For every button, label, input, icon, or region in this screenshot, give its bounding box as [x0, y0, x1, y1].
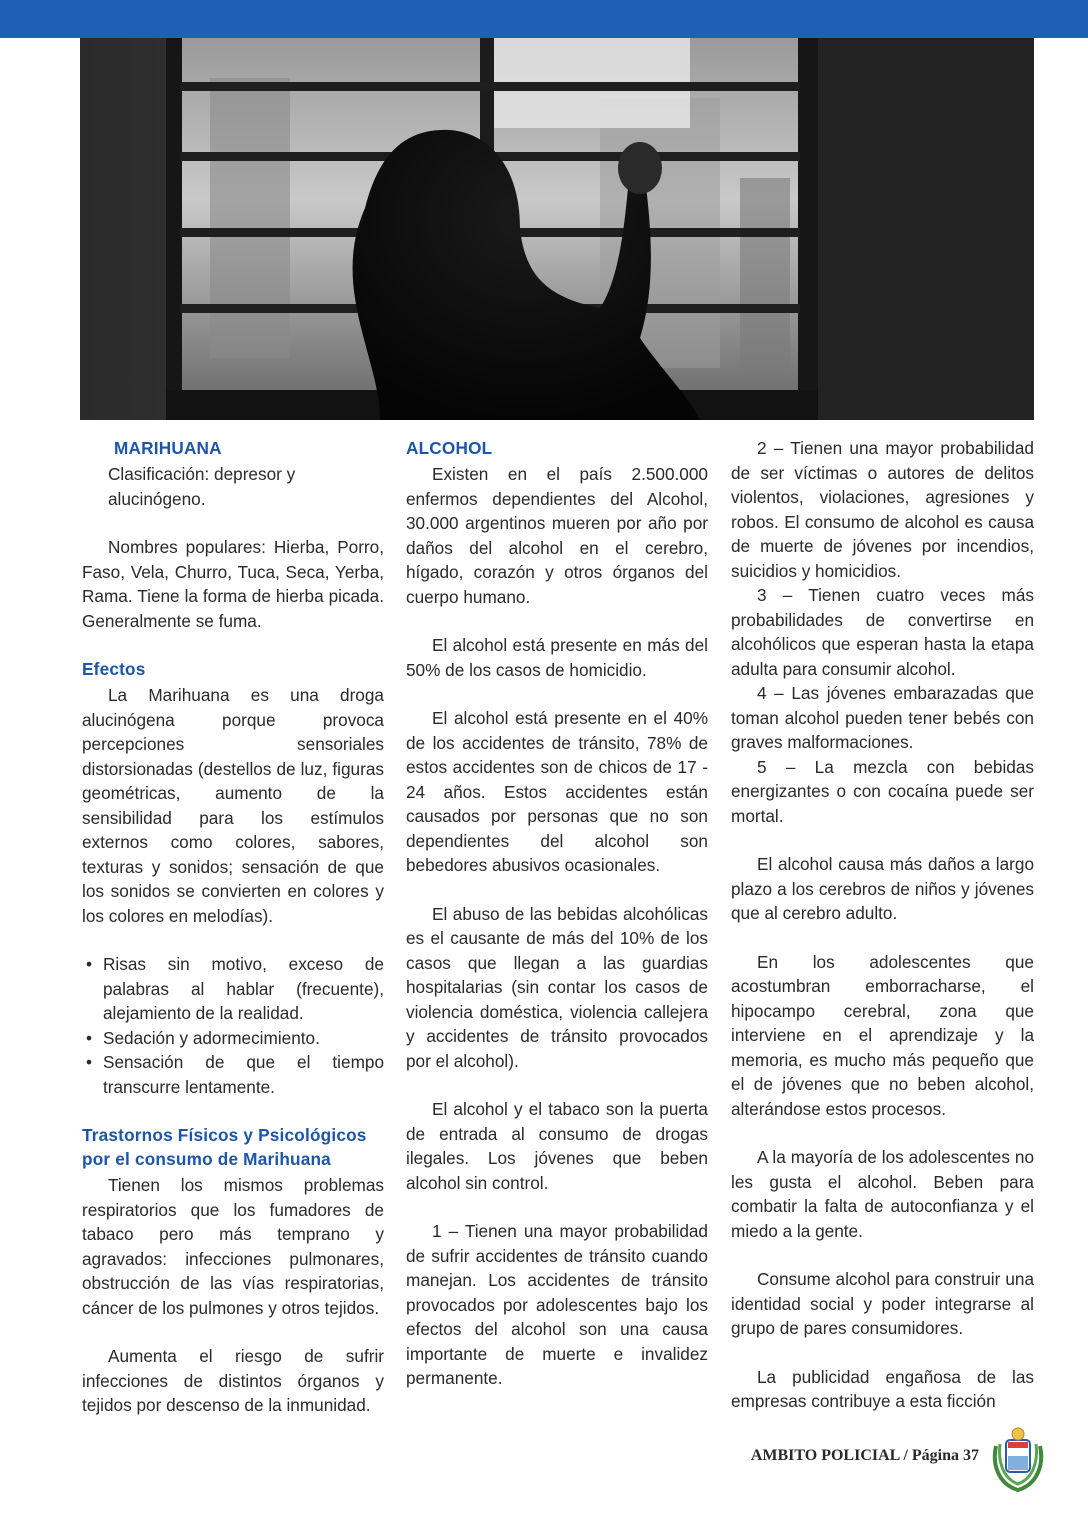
top-color-bar — [0, 0, 1088, 38]
alcohol-paragraph: El alcohol está presente en el 40% de los accidentes de tránsito, 78% de estos accidentes son de chicos de 17 - 24 años. Estos accidentes están causados por personas que no son dependientes del alcohol son bebedores abusivos ocasionales. — [406, 708, 708, 875]
police-crest-icon — [990, 1424, 1046, 1494]
alcohol-paragraph: 1 – Tienen una mayor probabilidad de sufrir accidentes de tránsito cuando manejan. Los accidentes de tránsito provocados por adolescentes bajo los efectos del alcohol son una causa importante de muerte e invalidez permanente. — [406, 1221, 708, 1388]
trastornos-text: Tienen los mismos problemas respiratorios que los fumadores de tabaco pero más temprano y agravados: infecciones pulmonares, obstrucción de las vías respiratorias, cáncer de los pulmones y otros tejidos. — [82, 1175, 384, 1318]
alcohol-paragraph: 5 – La mezcla con bebidas energizantes o con cocaína puede ser mortal. — [731, 756, 1034, 826]
alcohol-paragraph: En los adolescentes que acostumbran emborracharse, el hipocampo cerebral, zona que interviene en el aprendizaje y la memoria, es mucho más pequeño que el de jóvenes que no beben alcohol, alterándose estos procesos. — [731, 951, 1034, 1119]
alcohol-paragraph: El abuso de las bebidas alcohólicas es el causante de más del 10% de los casos que llegan a las guardias hospitalarias (sin contar los casos de violencia doméstica, violencia callejera y accidentes de tránsito provocados por el alcohol). — [406, 903, 708, 1071]
bullet-item: • Sedación y adormecimiento. — [82, 1026, 384, 1051]
alcohol-paragraph: El alcohol y el tabaco son la puerta de entrada al consumo de drogas ilegales. Los jóvenes que beben alcohol sin control. — [406, 1099, 708, 1193]
classification-text: Clasificación: depresor y alucinógeno. — [108, 464, 296, 509]
alcohol-paragraph: El alcohol causa más daños a largo plazo a los cerebros de niños y jóvenes que al cerebro adulto. — [731, 854, 1034, 923]
column-alcohol-continued — [731, 436, 1034, 1438]
alcohol-paragraph: 2 – Tienen una mayor probabilidad de ser víctimas o autores de delitos violentos, violaciones, agresiones y robos. El consumo de alcohol es causa de muerte de jóvenes por incendios, suicidios y homicidios. — [731, 438, 1034, 581]
alcohol-paragraph: 3 – Tienen cuatro veces más probabilidades de convertirse en alcohólicos que esperan hasta la etapa adulta para consumir alcohol. — [731, 585, 1034, 679]
bullet-item: • Risas sin motivo, exceso de palabras al hablar (frecuente), alejamiento de la realidad. — [82, 952, 384, 1026]
nombres-populares-text: Nombres populares: Hierba, Porro, Faso, Vela, Churro, Tuca, Seca, Yerba, Rama. Tiene la forma de hierba picada. Generalmente se fuma. — [82, 537, 384, 631]
efectos-bullet-list — [82, 952, 384, 1099]
page-footer: AMBITO POLICIAL / Página 37 — [750, 1447, 979, 1464]
marihuana-heading: MARIHUANA — [114, 438, 222, 458]
photo-girl-at-window — [80, 38, 1034, 420]
alcohol-paragraph: La publicidad engañosa de las empresas contribuye a esta ficción — [731, 1366, 1034, 1411]
riesgo-text: Aumenta el riesgo de sufrir infecciones de distintos órganos y tejidos por descenso de la inmunidad. — [82, 1346, 384, 1415]
window-photo-illustration — [80, 38, 1034, 420]
alcohol-paragraph: Existen en el país 2.500.000 enfermos dependientes del Alcohol, 30.000 argentinos mueren por año por daños del alcohol en el cerebro, hígado, corazón y otros órganos del cuerpo humano. — [406, 464, 708, 607]
column-marihuana — [82, 436, 384, 1442]
bullet-item: • Sensación de que el tiempo transcurre lentamente. — [82, 1050, 384, 1099]
alcohol-paragraph: Consume alcohol para construir una identidad social y poder integrarse al grupo de pares consumidores. — [731, 1269, 1034, 1338]
efectos-text: La Marihuana es una droga alucinógena porque provoca percepciones sensoriales distorsionadas (destellos de luz, figuras geométricas, aumento de la sensibilidad para los estímulos externos como colores, sabores, texturas y sonidos; sensación de que los sonidos se convierten en colores y los colores en melodías). — [82, 685, 384, 926]
alcohol-heading: ALCOHOL — [406, 438, 493, 458]
alcohol-paragraph: El alcohol está presente en más del 50% de los casos de homicidio. — [406, 635, 708, 680]
column-alcohol — [406, 436, 708, 1415]
alcohol-paragraph: A la mayoría de los adolescentes no les gusta el alcohol. Beben para combatir la falta de autoconfianza y el miedo a la gente. — [731, 1147, 1034, 1241]
trastornos-heading: Trastornos Físicos y Psicológicos por el consumo de Marihuana — [82, 1125, 367, 1169]
efectos-heading: Efectos — [82, 659, 146, 679]
alcohol-paragraph: 4 – Las jóvenes embarazadas que toman alcohol pueden tener bebés con graves malformaciones. — [731, 683, 1034, 752]
